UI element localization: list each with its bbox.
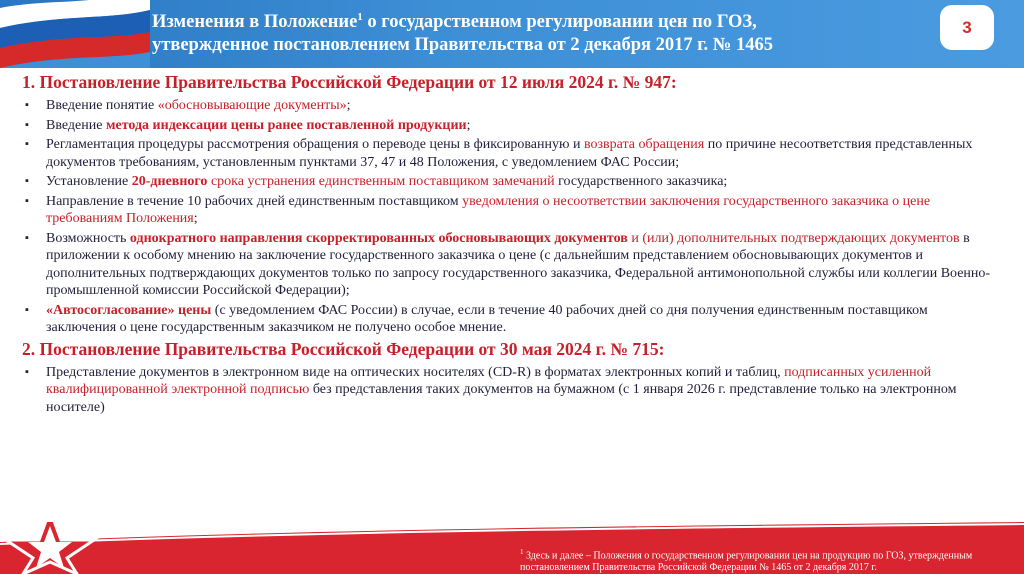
item-text: Регламентация процедуры рассмотрения обращения о переводе цены в фиксированную и <box>46 137 584 152</box>
section1-title: 1. Постановление Правительства Российской Федерации от 12 июля 2024 г. № 947: <box>22 72 677 92</box>
item-highlight: уведомления о несоответствии заключения государственного заказчика о цене требованиям Положения <box>46 193 931 226</box>
header-bar <box>0 0 1024 68</box>
item-text: ; <box>346 98 351 113</box>
item-text: (с уведомлением ФАС России) в случае, если в течение 40 рабочих дней со дня получения единственным поставщиком заключения о цене государственным заказчиком не получено особое мнение. <box>46 302 928 335</box>
item-highlight: однократного направления скорректированных обосновывающих документов <box>129 230 628 246</box>
list-item <box>22 97 997 115</box>
item-text: Направление в течение 10 рабочих дней единственным поставщиком <box>46 193 463 209</box>
section2-title: 2. Постановление Правительства Российской Федерации от 30 мая 2024 г. № 715: <box>22 338 665 359</box>
list-item <box>22 364 997 417</box>
page-number-badge: 3 <box>940 5 994 50</box>
item-highlight: «Автосогласование» цены <box>46 302 212 318</box>
item-text: ; <box>466 117 471 133</box>
slide-content <box>22 72 997 418</box>
item-text: ; <box>193 211 198 226</box>
item-text: без представления таких документов на бумажном (с 1 января 2026 г. представление только на электронном носителе) <box>46 382 957 415</box>
item-text: по причине несоответствия представленных документов требованиям, установленным пунктами 37, 47 и 48 Положения, с уведомлением ФАС России; <box>46 137 973 170</box>
item-text: Установление <box>46 174 132 189</box>
list-item <box>22 136 997 171</box>
list-item <box>22 230 997 300</box>
item-text: государственного заказчика; <box>554 174 728 189</box>
footnote-text: Здесь и далее – Положения о государственном регулировании цен на продукцию по ГОЗ, утвержденным постановлением Правительства Российской Федерации № 1465 от 2 декабря 2017 г. <box>520 550 973 574</box>
title-footnote-mark: 1 <box>357 11 363 23</box>
item-text: в приложении к особому мнению на заключение государственного заказчика о цене (с дальнейшим представлением обосновывающих документов и дополнительных подтверждающих документов только по запросу государственного заказчика, Федеральной антимонопольной службы или коллегии Военно-промышленной комиссии Российской Федерации); <box>46 230 991 298</box>
item-highlight: подписанных усиленной квалифицированной электронной подписью <box>46 364 932 397</box>
item-highlight: 20-дневного <box>131 174 208 189</box>
item-highlight: метода индексации цены ранее поставленной продукции <box>105 117 467 133</box>
title-line2: утвержденное постановлением Правительства от 2 декабря 2017 г. № 1465 <box>152 35 774 56</box>
list-item <box>22 302 997 337</box>
item-text: Возможность <box>46 230 130 246</box>
bullet-icon: ▪ <box>25 303 29 316</box>
bullet-icon: ▪ <box>25 231 29 244</box>
footnote <box>520 546 1010 574</box>
footnote-mark: 1 <box>520 548 524 556</box>
list-item <box>22 193 997 228</box>
list-item <box>22 117 997 135</box>
russian-flag-ribbon-icon <box>0 0 150 68</box>
title-line1-part2: о государственном регулировании цен по ГОЗ, <box>362 12 757 33</box>
item-text: Представление документов в электронном виде на оптических носителях (CD-R) в форматах электронных копий и таблиц, <box>46 364 785 380</box>
item-highlight: и (или) дополнительных подтверждающих документов <box>627 230 960 246</box>
list-item <box>22 173 997 191</box>
item-text: Введение <box>46 117 106 133</box>
bullet-icon: ▪ <box>25 118 29 131</box>
item-text: Введение понятие <box>46 98 158 113</box>
bullet-icon: ▪ <box>25 175 29 187</box>
item-highlight: возврата обращения <box>583 137 705 152</box>
item-highlight: срока устранения единственным поставщиком замечаний <box>210 174 555 189</box>
bullet-icon: ▪ <box>25 99 29 111</box>
section2-list <box>22 364 997 417</box>
bullet-icon: ▪ <box>25 138 29 150</box>
bullet-icon: ▪ <box>25 365 29 378</box>
item-highlight: «обосновывающие документы» <box>157 98 347 113</box>
title-line1-part1: Изменения в Положение <box>152 12 358 33</box>
slide-title <box>152 6 872 57</box>
section1-list <box>22 97 997 337</box>
bullet-icon: ▪ <box>25 194 29 207</box>
